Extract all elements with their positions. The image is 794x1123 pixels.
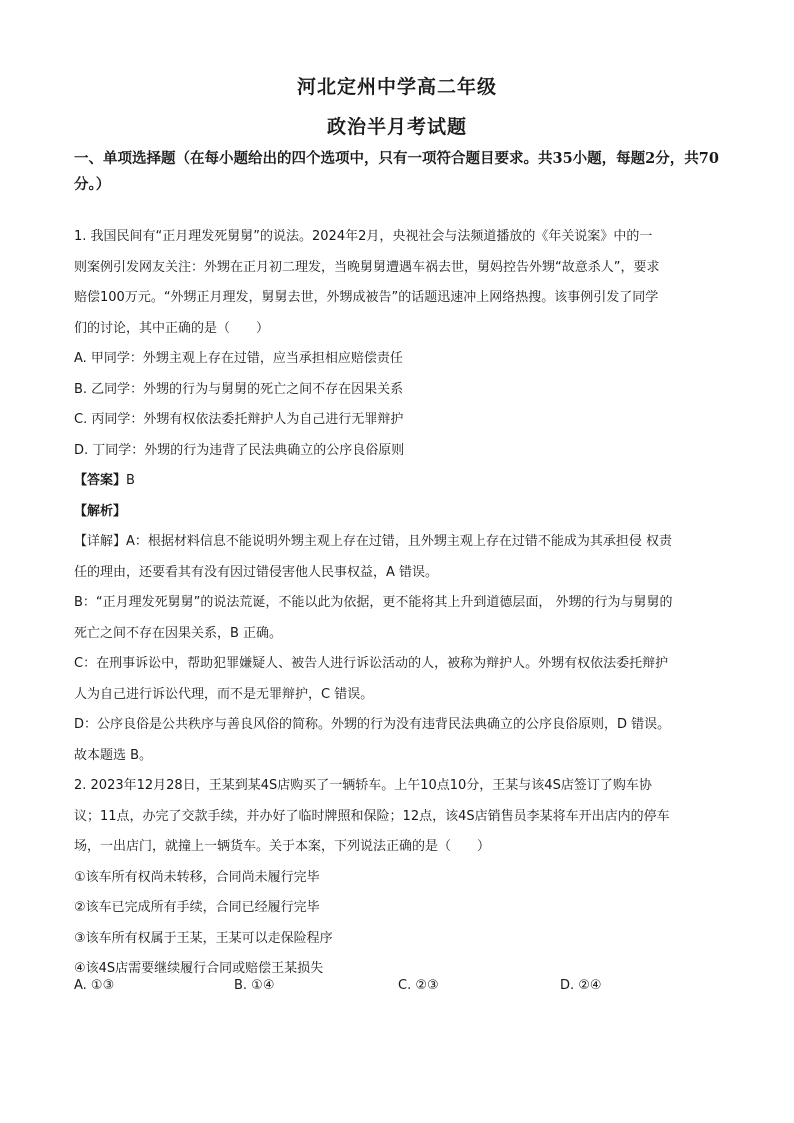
question-stem-line: 1. 我国民间有“正月理发死舅舅”的说法。2024年2月，央视社会与法频道播放的《年关说案》中的一	[74, 229, 653, 244]
choice-a: A. ①③	[74, 978, 115, 993]
detail-line: C：在刑事诉讼中，帮助犯罪嫌疑人、被告人进行诉讼活动的人，被称为辩护人。外甥有权依法委托辩护	[74, 656, 669, 671]
statement-1: ①该车所有权尚未转移，合同尚未履行完毕	[74, 869, 320, 885]
question-1	[74, 222, 724, 985]
option-d: D. 丁同学：外甥的行为违背了民法典确立的公序良俗原则	[74, 442, 405, 458]
choice-b: B. ①④	[234, 978, 275, 993]
question-stem-line: 2. 2023年12月28日，王某到某4S店购买了一辆轿车。上午10点10分，王某与该4S店签订了购车协	[74, 778, 652, 793]
statement-2: ②该车已完成所有手续，合同已经履行完毕	[74, 900, 320, 915]
statement-4: ④该4S店需要继续履行合同或赔偿王某损失	[74, 961, 324, 976]
exam-title: 政治半月考试题	[326, 116, 467, 138]
section-heading: 一、单项选择题（在每小题给出的四个选项中，只有一项符合题目要求。共35小题，每题2分，共70分。）	[74, 150, 719, 193]
option-c: C. 丙同学：外甥有权依法委托辩护人为自己进行无罪辩护	[74, 412, 404, 427]
answer-line	[74, 466, 724, 497]
detail-line: 【详解】A：根据材料信息不能说明外甥主观上存在过错，且外甥主观上存在过错不能成为其承担侵 权责	[74, 534, 673, 549]
answer-label: 【答案】	[74, 473, 127, 488]
question-stem-line: 们的讨论，其中正确的是（ ）	[74, 320, 270, 336]
question-stem-line: 场，一出店门，就撞上一辆货车。关于本案，下列说法正确的是（ ）	[74, 839, 491, 854]
answer-value: B	[126, 473, 135, 488]
detail-line: 故本题选 B。	[74, 747, 153, 763]
detail-line: 人为自己进行诉讼代理，而不是无罪辩护，C 错误。	[74, 686, 374, 702]
school-title: 河北定州中学高二年级	[296, 76, 497, 98]
question-stem-line: 议；11点，办完了交款手续，并办好了临时牌照和保险；12点，该4S店销售员李某将车开出店内的停车	[74, 808, 670, 824]
question-stem-line: 则案例引发网友关注：外甥在正月初二理发，当晚舅舅遭遇车祸去世，舅妈控告外甥“故意杀人”，要求	[74, 259, 660, 275]
option-b: B. 乙同学：外甥的行为与舅舅的死亡之间不存在因果关系	[74, 381, 404, 397]
option-a: A. 甲同学：外甥主观上存在过错，应当承担相应赔偿责任	[74, 351, 403, 366]
detail-line: 任的理由，还要看其有没有因过错侵害他人民事权益，A 错误。	[74, 564, 439, 580]
answer-choices	[74, 978, 724, 1008]
statement-3: ③该车所有权属于王某，王某可以走保险程序	[74, 930, 333, 946]
detail-line: D：公序良俗是公共秩序与善良风俗的简称。外甥的行为没有违背民法典确立的公序良俗原则，D 错误。	[74, 717, 671, 732]
choice-d: D. ②④	[560, 978, 602, 993]
detail-line: 死亡之间不存在因果关系，B 正确。	[74, 625, 283, 641]
question-stem-line: 赔偿100万元。“外甥正月理发，舅舅去世，外甥成被告”的话题迅速冲上网络热搜。该事例引发了同学	[74, 290, 659, 305]
analysis-label: 【解析】	[74, 503, 127, 519]
detail-line: B：“正月理发死舅舅”的说法荒诞，不能以此为依据，更不能将其上升到道德层面， 外甥的行为与舅舅的	[74, 595, 673, 610]
choice-c: C. ②③	[398, 978, 439, 993]
